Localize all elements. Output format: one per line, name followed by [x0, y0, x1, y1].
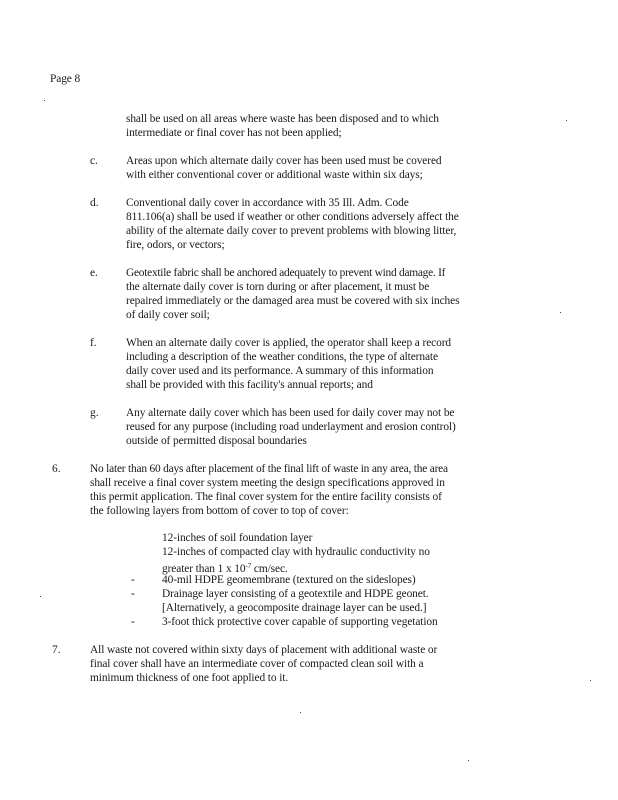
item-f-line: daily cover used and its performance. A summary of this information [126, 365, 434, 377]
layer-item: 12-inches of soil foundation layer [162, 532, 313, 544]
item-f-line: When an alternate daily cover is applied, the operator shall keep a record [126, 337, 451, 349]
item-e-line: repaired immediately or the damaged area must be covered with six inches [126, 295, 460, 307]
item-g-line: outside of permitted disposal boundaries [126, 435, 307, 447]
item-g-marker: g. [90, 407, 99, 419]
item-c-line: with either conventional cover or additional waste within six days; [126, 169, 423, 181]
item-f-line: including a description of the weather conditions, the type of alternate [126, 351, 438, 363]
item-f-line: shall be provided with this facility's annual reports; and [126, 379, 373, 391]
section-7-line: minimum thickness of one foot applied to it. [90, 672, 289, 684]
list-dash: - [131, 588, 135, 600]
item-g-line: Any alternate daily cover which has been used for daily cover may not be [126, 407, 455, 419]
item-d-line: ability of the alternate daily cover to prevent problems with blowing litter, [126, 225, 457, 237]
item-d-marker: d. [90, 197, 99, 209]
scan-speck [300, 712, 301, 713]
intro-line-1: shall be used on all areas where waste has been disposed and to which [126, 113, 439, 125]
section-7-marker: 7. [52, 644, 61, 656]
item-c-marker: c. [90, 155, 98, 167]
item-d-line: 811.106(a) shall be used if weather or other conditions adversely affect the [126, 211, 459, 223]
scan-speck [566, 120, 567, 121]
layer-item: 3-foot thick protective cover capable of supporting vegetation [162, 616, 438, 628]
list-dash: - [131, 574, 135, 586]
item-g-line: reused for any purpose (including road underlayment and erosion control) [126, 421, 456, 433]
layer-item: Drainage layer consisting of a geotextile and HDPE geonet. [162, 588, 429, 600]
list-dash: - [131, 616, 135, 628]
layer-item: [Alternatively, a geocomposite drainage layer can be used.] [162, 602, 427, 614]
item-e-line: of daily cover soil; [126, 309, 210, 321]
item-e-line: Geotextile fabric shall be anchored adequately to prevent wind damage. If [126, 267, 446, 279]
layer-item: 12-inches of compacted clay with hydraulic conductivity no [162, 546, 430, 558]
item-f-marker: f. [90, 337, 97, 349]
section-6-marker: 6. [52, 463, 61, 475]
section-6-line: No later than 60 days after placement of the final lift of waste in any area, the area [90, 463, 448, 475]
section-7-line: All waste not covered within sixty days of placement with additional waste or [90, 644, 438, 656]
section-6-line: this permit application. The final cover system for the entire facility consists of [90, 491, 442, 503]
intro-line-2: intermediate or final cover has not been applied; [126, 127, 342, 139]
scan-speck [44, 100, 45, 101]
item-c-line: Areas upon which alternate daily cover has been used must be covered [126, 155, 442, 167]
layer-item: 40-mil HDPE geomembrane (textured on the sideslopes) [162, 574, 416, 586]
section-6-line: the following layers from bottom of cover to top of cover: [90, 505, 349, 517]
item-d-line: fire, odors, or vectors; [126, 239, 225, 251]
scan-speck [560, 312, 561, 313]
item-e-marker: e. [90, 267, 98, 279]
scan-speck [468, 760, 469, 761]
section-7-line: final cover shall have an intermediate cover of compacted clean soil with a [90, 658, 424, 670]
scan-speck [590, 680, 591, 681]
scan-speck [40, 596, 41, 597]
item-d-line: Conventional daily cover in accordance with 35 Ill. Adm. Code [126, 197, 409, 209]
layer-item: greater than 1 x $10^{-7}$ cm/sec. [162, 562, 288, 575]
section-6-line: shall receive a final cover system meeting the design specifications approved in [90, 477, 445, 489]
item-e-line: the alternate daily cover is torn during or after placement, it must be [126, 281, 430, 293]
page-label: Page 8 [50, 73, 81, 85]
